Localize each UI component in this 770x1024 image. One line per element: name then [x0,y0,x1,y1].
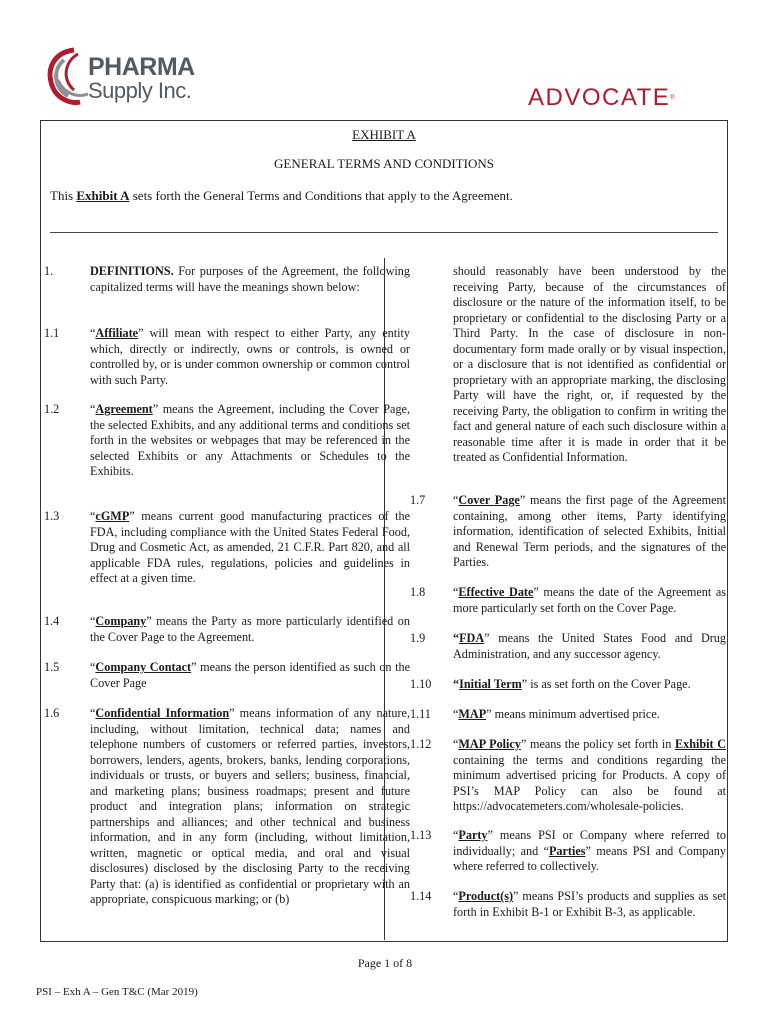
section-number: 1.11 [410,707,431,721]
section-body: ” means PSI and Company where referred to collectively. [453,843,726,873]
section-number: 1.10 [410,677,432,691]
document-subtitle: GENERAL TERMS AND CONDITIONS [274,156,494,171]
section-body: ” means the United States Food and Drug Administration, and any successor agency. [453,631,726,661]
intro-pre: This [50,188,77,203]
section-body: ” means minimum advertised price. [486,707,660,721]
section-body: For purposes of the Agreement, the following capitalized terms will have the meanings shown below: [90,264,410,294]
section-text: “MAP Policy” means the policy set forth in Exhibit C containing the terms and conditions regarding the minimum advertised pricing for Products. A copy of PSI’s MAP Policy can also be found at https://advocatemeters.com/wholesale-policies. [453,737,727,813]
intro-exhibit-link: Exhibit A [76,188,130,203]
section-text: “Party” means PSI or Company where referred to individually; and “Parties” means PSI and Company where referred to collectively. [453,828,726,873]
section-number: 1.5 [44,660,60,674]
section-body: ” means the first page of the Agreement containing, among other items, Party identifying information, identification of selected Exhibits, Initial and Renewal Term periods, and the signatures of the Parties. [453,493,726,569]
pharma-swirl-icon [50,50,88,103]
section-text: “cGMP” means current good manufacturing practices of the FDA, including compliance with the United States Federal Food, Drug and Cosmetic Act, as amended, 21 C.F.R. Part 820, and all applicable FDA rules, regulations, policies and guidelines in effect at a given time. [90,509,410,585]
section-text: “Cover Page” means the first page of the Agreement containing, among other items, Party identifying information, identification of selected Exhibits, Initial and Renewal Term periods, and the signatures of the Parties. [453,493,726,569]
section-number: 1.13 [410,828,432,842]
section-number: 1.2 [44,402,60,416]
defined-term: Company [95,614,147,628]
section-text: “Company” means the Party as more particularly identified on the Cover Page to the Agreement. [90,614,410,644]
section-text: “MAP” means minimum advertised price. [453,707,660,721]
defined-term: Company Contact [95,660,192,674]
section-body: ” means the date of the Agreement as more particularly set forth on the Cover Page. [453,585,726,615]
defined-term: Party [458,828,488,842]
defined-term: Product(s) [458,889,514,903]
section-text: “Agreement” means the Agreement, including the Cover Page, the selected Exhibits, and any additional terms and conditions set forth in the websites or webpages that may be referenced in the selected Exhibits or any Attachments or Schedules to the Exhibits. [90,402,410,478]
page-number: Page 1 of 8 [357,956,413,970]
section-body: containing the terms and conditions regarding the minimum advertised pricing for Products. A copy of PSI’s MAP Policy can also be found at https://advocatemeters.com/wholesale-policies. [453,752,726,813]
defined-term: MAP [458,707,487,721]
section-text: “FDA” means the United States Food and Drug Administration, and any successor agency. [453,631,726,661]
section-body: ” means PSI’s products and supplies as set forth in Exhibit B-1 or Exhibit B-3, as applicable. [453,889,726,919]
section-number: 1.7 [410,493,426,507]
defined-term: Initial Term [459,677,522,691]
defined-term: Confidential Information [95,706,230,720]
section-text: “Confidential Information” means information of any nature, including, without limitation, technical data; names and telephone numbers of customers or referred parties, investors, borrowers, lenders, agents, brokers, banks, lending corporations, individuals or trusts, or buyers and sellers; business, financial, and marketing plans; business roadmaps; present and future product and integration plans; information on strategic partnerships and alliances; and other technical and business information, and in any form (including, without limitation, written, magnetic or optical media, and oral and visual disclosures) disclosed by the disclosing Party to the receiving Party that: (a) is identified as confidential or proprietary with an appropriate, conspicuous marking; or (b) [90,706,410,906]
section-number: 1.6 [44,706,60,720]
section-body: ” means the Party as more particularly identified on the Cover Page to the Agreement. [90,614,410,644]
brand-registered-mark: ® [670,95,675,101]
section-number: 1.12 [410,737,432,751]
section-body: ” means the person identified as such on the Cover Page [90,660,410,690]
exhibit-title: EXHIBIT A [352,127,416,142]
section-body: ” is as set forth on the Cover Page. [521,677,691,691]
section-text: “Initial Term” is as set forth on the Cover Page. [453,677,691,691]
section-body: ” means information of any nature, including, without limitation, technical data; names and telephone numbers of customers or referred parties, investors, borrowers, lenders, agents, brokers, banks, lending corporations, individuals or trusts, or buyers and sellers; business, financial, and marketing plans; business roadmaps; present and future product and integration plans; information on strategic partnerships and alliances; and other technical and business information, and in any form (including, without limitation, written, magnetic or optical media, and oral and visual disclosures) disclosed by the disclosing Party to the receiving Party that: (a) is identified as confidential or proprietary with an appropriate, conspicuous marking; or (b) [90,706,410,906]
section-number: 1.14 [410,889,432,903]
section-text: “Affiliate” will mean with respect to either Party, any entity which, directly or indirectly, owns or controls, is owned or controlled by, or is under common ownership or common control with such Party. [90,326,410,387]
defined-term: Agreement [95,402,153,416]
brand-name: ADVOCATE [528,84,671,111]
section-body: ” means the Agreement, including the Cover Page, the selected Exhibits, and any additional terms and conditions set forth in the websites or webpages that may be referenced in the selected Exhibits or any Attachments or Schedules to the Exhibits. [90,402,410,478]
section-text: “Effective Date” means the date of the Agreement as more particularly set forth on the Cover Page. [453,585,726,615]
section-body-a: ” means PSI or Company where referred to individually; and “ [453,828,726,858]
defined-term: FDA [459,631,485,645]
section-body: ” means current good manufacturing practices of the FDA, including compliance with the United States Federal Food, Drug and Cosmetic Act, as amended, 21 C.F.R. Part 820, and all applicable FDA rules, regulations, policies and guidelines in effect at a given time. [90,509,410,585]
section-number: 1.3 [44,509,60,523]
section-text: “Product(s)” means PSI’s products and supplies as set forth in Exhibit B-1 or Exhibit B-3, as applicable. [453,889,726,919]
section-number: 1. [44,264,54,278]
section-number: 1.1 [44,326,60,340]
section-body-a: ” means the policy set forth in [520,737,675,751]
section-number: 1.9 [410,631,426,645]
logo-company-line2: Supply Inc. [88,78,192,103]
confidential-information-continued: should reasonably have been understood by the receiving Party, because of the circumstances of disclosure or the nature of the information itself, to be proprietary or confidential to the disclosing Party or a Third Party. In the case of disclosure in non-documentary form made orally or by visual inspection, or a disclosure that is not identified as confidential or proprietary with an appropriate marking, the disclosing Party will have the right, or, if requested by the receiving Party, the obligation to confirm in writing the fact and general nature of each such disclosure within a reasonable time after it is made in order that it be treated as Confidential Information. [453,264,726,464]
advocate-logo [528,86,675,110]
exhibit-c-link: Exhibit C [674,737,727,751]
section-text: “Company Contact” means the person identified as such on the Cover Page [90,660,410,690]
logo-company-line1: PHARMA [88,53,195,81]
section-number: 1.4 [44,614,60,628]
defined-term-parties: Parties [548,843,586,858]
intro-post: sets forth the General Terms and Conditions that apply to the Agreement. [129,188,513,203]
divider [50,232,718,233]
defined-term: Affiliate [95,326,139,340]
section-heading: DEFINITIONS. [90,264,174,278]
defined-term: cGMP [95,509,130,523]
section-text [90,264,410,295]
intro-paragraph [50,188,513,204]
defined-term: Cover Page [458,493,520,507]
section-number: 1.8 [410,585,426,599]
document-id: PSI – Exh A – Gen T&C (Mar 2019) [36,986,198,998]
defined-term: MAP Policy [458,737,521,751]
section-body: ” will mean with respect to either Party, any entity which, directly or indirectly, owns or controls, is owned or controlled by, or is under common ownership or common control with such Party. [90,326,410,387]
defined-term: Effective Date [458,585,534,599]
